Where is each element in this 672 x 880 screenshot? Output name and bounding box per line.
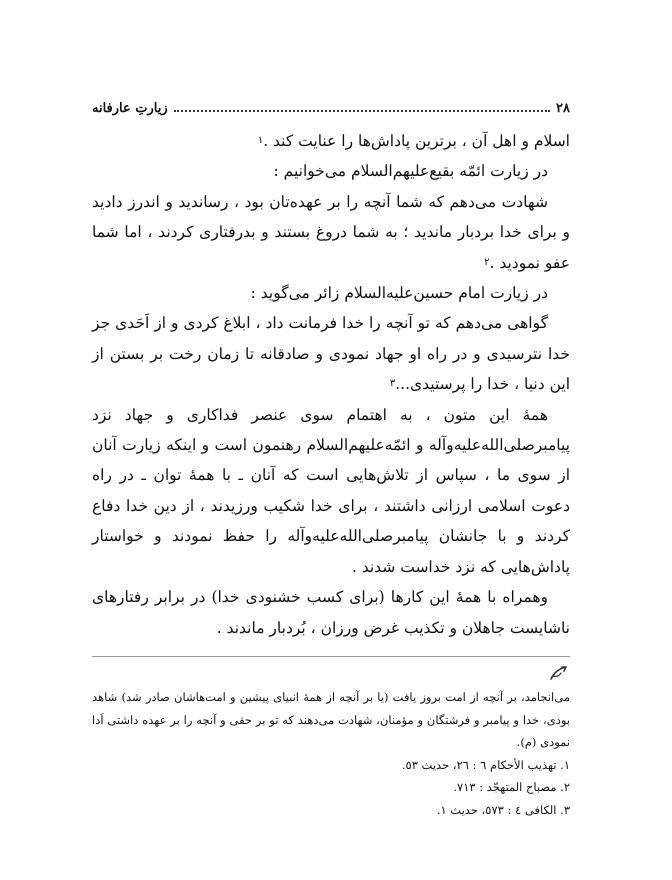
running-title: زیارتِ عارفانه xyxy=(92,101,168,116)
footnote-ref-3: ۳ xyxy=(389,378,396,390)
footnote-ref-1: ۱ xyxy=(257,135,264,146)
footnote-1: ۱. تهذیب الأحكام ٦ : ٢٦، حدیث ٥٣. xyxy=(401,757,570,772)
paragraph-5: گواهی می‌دهم که تو آنچه را خدا فرمانت داد ، ابلاغ کردی و از اَحَدی جز خدا نترسیدی و در راه او جهاد نمودی و صادقانه تا زمان رخت بر بستن از این دنیا ، خدا را پرستیدی...$^۳$ xyxy=(92,314,570,394)
paragraph-6: همهٔ این متون ، به اهتمام سوی عنصر فداکاری و جهاد نزد پیامبرصلی‌الله‌علیه‌وآله و ائمّه‌علیهم‌السلام رهنمون است و اینکه زیارت آنان از سوی ما ، سپاس از تلاش‌هایی است که آنان ـ با همهٔ توان ـ در راه دعوت اسلامی ارزانی داشتند ، برای خدا شکیب ورزیدند ، از دین خدا دفاع کردند و با جانشان پیامبرصلی‌الله‌علیه‌وآله را حفظ نمودند و خواستار پاداش‌هایی که نزد خداست شدند . xyxy=(92,405,570,576)
paragraph-2: در زیارت ائمّه بقیع‌علیهم‌السلام می‌خوانیم : xyxy=(273,162,548,181)
header-dot-leader xyxy=(174,110,550,112)
footnote-continuation: می‌انجامد، بر آنچه از امت بروز یافت (یا بر آنچه از همهٔ انبیای پیشین و امت‌هاشان صادر شد) شاهد بودی، خدا و پیامبر و فرشتگان و مؤمنان، شهادت می‌دهند که تو بر حقی و آنچه را بر عهده داشتی اَدا نمودی (م). xyxy=(92,690,570,749)
page-number: ۲۸ xyxy=(556,101,570,116)
main-text xyxy=(92,126,570,643)
footnote-separator xyxy=(92,656,570,657)
translator-note-icon xyxy=(92,664,570,686)
paragraph-4: در زیارت امام حسین‌علیه‌السلام زائر می‌گوید : xyxy=(250,284,548,303)
footnotes xyxy=(92,664,570,821)
paragraph-1: اسلام و اهل آن ، برترین پاداش‌ها را عنایت کند .$^۱$ xyxy=(257,132,570,150)
paragraph-3: شهادت می‌دهم که شما آنچه را بر عهده‌تان بود ، رساندید و اندرز دادید و برای خدا بردبار ماندید ؛ به شما دروغ بستند و بدرفتاری کردند ، اما شما عفو نمودید .$^۲$ xyxy=(92,192,570,272)
footnote-ref-2: ۲ xyxy=(484,256,490,268)
paragraph-7: وهمراه با همهٔ این کارها (برای کسب خشنودی خدا) در برابر رفتارهای ناشایست جاهلان و تکذیب غرض ورزان ، بُردبار ماندند . xyxy=(92,588,570,637)
footnote-2: ۲. مصباح المتهجّد : ٧١٣. xyxy=(453,780,570,794)
running-header xyxy=(92,92,570,116)
footnote-3: ۳. الكافی ٤ : ٥٧٣، حدیث ١. xyxy=(436,802,570,817)
